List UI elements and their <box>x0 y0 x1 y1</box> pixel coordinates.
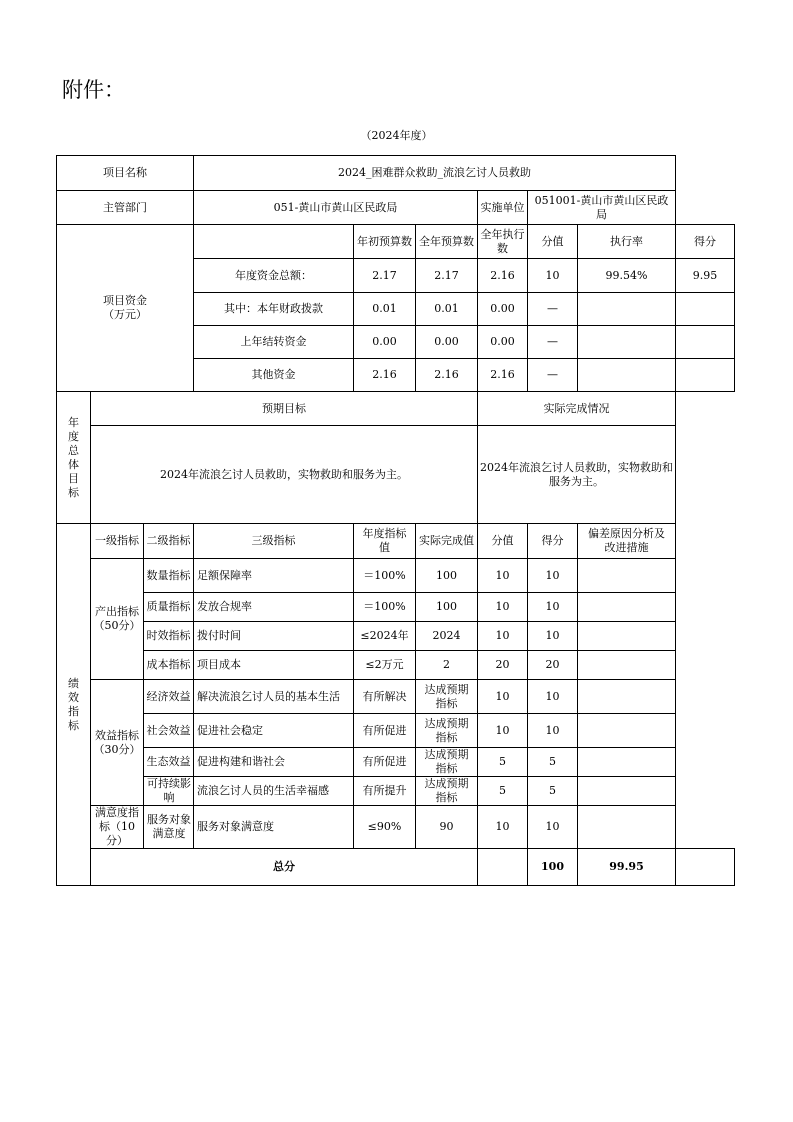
perf-l2 <box>144 806 194 849</box>
perf-target: ≤90% <box>354 806 416 849</box>
perf-header-score-value: 分值 <box>478 524 528 559</box>
total-score-value: 100 <box>528 849 578 886</box>
perf-score-value: 20 <box>478 651 528 680</box>
perf-analysis <box>578 777 676 806</box>
perf-score: 20 <box>528 651 578 680</box>
perf-header-level3: 三级指标 <box>194 524 354 559</box>
perf-l2: 成本指标 <box>144 651 194 680</box>
funds-row-score <box>676 326 735 359</box>
perf-l2: 生态效益 <box>144 748 194 777</box>
impl-label: 实施单位 <box>478 191 528 225</box>
perf-score-value: 10 <box>478 559 528 593</box>
perf-l3: 足额保障率 <box>194 559 354 593</box>
funds-header-rate: 执行率 <box>578 225 676 259</box>
perf-group-output-text: 产出指标（50分） <box>93 605 141 632</box>
perf-row <box>57 806 735 849</box>
perf-score: 5 <box>528 748 578 777</box>
perf-analysis <box>578 651 676 680</box>
dept-value: 051-黄山市黄山区民政局 <box>194 191 478 225</box>
perf-score-value: 10 <box>478 680 528 714</box>
perf-l2: 经济效益 <box>144 680 194 714</box>
funds-row-executed: 0.00 <box>478 326 528 359</box>
perf-row <box>57 622 735 651</box>
department-row <box>57 191 735 225</box>
perf-l3: 解决流浪乞讨人员的基本生活 <box>194 680 354 714</box>
perf-analysis <box>578 806 676 849</box>
perf-actual: 2024 <box>416 622 478 651</box>
funds-row-rate <box>578 359 676 392</box>
funds-header-score-value: 分值 <box>528 225 578 259</box>
perf-score: 10 <box>528 806 578 849</box>
perf-score-value: 10 <box>478 593 528 622</box>
perf-header-score: 得分 <box>528 524 578 559</box>
funds-row-score: 9.95 <box>676 259 735 293</box>
perf-header-analysis-text: 偏差原因分析及改进措施 <box>588 527 666 554</box>
perf-group-benefit-text: 效益指标（30分） <box>93 728 141 756</box>
perf-header-actual: 实际完成值 <box>416 524 478 559</box>
perf-target: ＝100% <box>354 559 416 593</box>
funds-row-label: 年度资金总额： <box>194 259 354 293</box>
total-score: 99.95 <box>578 849 676 886</box>
funds-row-label: 其他资金 <box>194 359 354 392</box>
perf-actual-text: 达成预期指标 <box>424 716 469 744</box>
funds-row-initial: 0.00 <box>354 326 416 359</box>
funds-row-label: 上年结转资金 <box>194 326 354 359</box>
funds-row-rate <box>578 326 676 359</box>
goals-actual-header: 实际完成情况 <box>478 392 676 426</box>
perf-l3: 项目成本 <box>194 651 354 680</box>
perf-header-analysis <box>578 524 676 559</box>
perf-l3: 促进社会稳定 <box>194 714 354 748</box>
perf-row <box>57 593 735 622</box>
perf-l2 <box>144 777 194 806</box>
perf-label <box>57 524 91 886</box>
goals-header-row <box>57 392 735 426</box>
perf-group-output <box>91 559 144 680</box>
perf-score: 10 <box>528 559 578 593</box>
perf-target: ≤2万元 <box>354 651 416 680</box>
perf-row <box>57 777 735 806</box>
funds-header-annual: 全年预算数 <box>416 225 478 259</box>
perf-group-benefit <box>91 680 144 806</box>
goals-actual-text: 2024年流浪乞讨人员救助，实物救助和服务为主。 <box>478 426 676 524</box>
funds-row-executed: 2.16 <box>478 359 528 392</box>
perf-l3: 流浪乞讨人员的生活幸福感 <box>194 777 354 806</box>
perf-analysis <box>578 559 676 593</box>
funds-row-label: 其中：本年财政拨款 <box>194 293 354 326</box>
perf-l2: 社会效益 <box>144 714 194 748</box>
year-label: （2024年度） <box>360 129 433 142</box>
total-row <box>57 849 735 886</box>
perf-target: 有所解决 <box>354 680 416 714</box>
perf-actual-text: 达成预期指标 <box>424 777 469 804</box>
funds-label <box>57 225 194 392</box>
project-name-label: 项目名称 <box>57 156 194 191</box>
perf-actual: 100 <box>416 559 478 593</box>
perf-analysis <box>578 748 676 777</box>
perf-header-level2: 二级指标 <box>144 524 194 559</box>
funds-row-annual: 2.17 <box>416 259 478 293</box>
funds-row-annual: 0.01 <box>416 293 478 326</box>
project-name-value: 2024_困难群众救助_流浪乞讨人员救助 <box>194 156 676 191</box>
goals-label-text: 年度总体目标 <box>68 415 79 499</box>
perf-label-text: 绩效指标 <box>68 676 79 732</box>
funds-header-initial: 年初预算数 <box>354 225 416 259</box>
performance-table <box>56 155 735 886</box>
perf-l3: 发放合规率 <box>194 593 354 622</box>
funds-row-initial: 2.17 <box>354 259 416 293</box>
perf-score: 5 <box>528 777 578 806</box>
perf-analysis <box>578 622 676 651</box>
perf-actual <box>416 714 478 748</box>
funds-row-score-value: — <box>528 359 578 392</box>
perf-score-value: 10 <box>478 806 528 849</box>
funds-row-score <box>676 293 735 326</box>
perf-actual: 90 <box>416 806 478 849</box>
perf-header-row <box>57 524 735 559</box>
attachment-label: 附件： <box>62 78 125 102</box>
perf-actual-text: 达成预期指标 <box>424 748 469 775</box>
perf-analysis <box>578 593 676 622</box>
perf-l2: 数量指标 <box>144 559 194 593</box>
perf-actual: 100 <box>416 593 478 622</box>
perf-row <box>57 559 735 593</box>
funds-row-score-value: 10 <box>528 259 578 293</box>
perf-l3: 促进构建和谐社会 <box>194 748 354 777</box>
funds-row-rate: 99.54% <box>578 259 676 293</box>
perf-score-value: 10 <box>478 622 528 651</box>
perf-actual <box>416 748 478 777</box>
funds-row-annual: 2.16 <box>416 359 478 392</box>
perf-target: 有所促进 <box>354 714 416 748</box>
perf-analysis <box>578 680 676 714</box>
perf-l2-text: 可持续影响 <box>147 777 191 804</box>
perf-l2: 质量指标 <box>144 593 194 622</box>
perf-group-satisfaction-text: 满意度指标（10分） <box>95 806 139 847</box>
perf-header-target <box>354 524 416 559</box>
funds-row-executed: 2.16 <box>478 259 528 293</box>
goals-expected-text: 2024年流浪乞讨人员救助，实物救助和服务为主。 <box>91 426 478 524</box>
funds-row-initial: 2.16 <box>354 359 416 392</box>
perf-score-value: 5 <box>478 777 528 806</box>
funds-header-score: 得分 <box>676 225 735 259</box>
funds-row-score <box>676 359 735 392</box>
perf-score: 10 <box>528 680 578 714</box>
impl-value: 051001-黄山市黄山区民政局 <box>528 191 676 225</box>
dept-label: 主管部门 <box>57 191 194 225</box>
perf-target: 有所提升 <box>354 777 416 806</box>
funds-header-executed: 全年执行数 <box>478 225 528 259</box>
perf-score-value: 5 <box>478 748 528 777</box>
funds-header-row <box>57 225 735 259</box>
perf-target: 有所促进 <box>354 748 416 777</box>
perf-row <box>57 651 735 680</box>
funds-label-text: 项目资金（万元） <box>103 294 147 321</box>
perf-actual: 2 <box>416 651 478 680</box>
perf-score-value: 10 <box>478 714 528 748</box>
perf-row <box>57 680 735 714</box>
perf-group-satisfaction <box>91 806 144 849</box>
perf-header-target-text: 年度指标值 <box>362 527 407 554</box>
funds-header-blank <box>194 225 354 259</box>
goals-content-row <box>57 426 735 524</box>
funds-row-score-value: — <box>528 293 578 326</box>
perf-l2: 时效指标 <box>144 622 194 651</box>
funds-row-initial: 0.01 <box>354 293 416 326</box>
perf-score: 10 <box>528 622 578 651</box>
funds-row-rate <box>578 293 676 326</box>
perf-header-level1: 一级指标 <box>91 524 144 559</box>
perf-actual <box>416 680 478 714</box>
perf-score: 10 <box>528 593 578 622</box>
perf-analysis <box>578 714 676 748</box>
total-blank <box>478 849 528 886</box>
perf-l2-text: 服务对象满意度 <box>147 813 191 840</box>
goals-expected-header: 预期目标 <box>91 392 478 426</box>
funds-row-executed: 0.00 <box>478 293 528 326</box>
project-name-row <box>57 156 735 191</box>
perf-target: ≤2024年 <box>354 622 416 651</box>
perf-l3: 服务对象满意度 <box>194 806 354 849</box>
perf-actual-text: 达成预期指标 <box>424 682 469 710</box>
total-analysis <box>676 849 735 886</box>
funds-row-score-value: — <box>528 326 578 359</box>
perf-row <box>57 714 735 748</box>
perf-score: 10 <box>528 714 578 748</box>
funds-row-annual: 0.00 <box>416 326 478 359</box>
total-label: 总分 <box>91 849 478 886</box>
goals-label <box>57 392 91 524</box>
perf-actual <box>416 777 478 806</box>
perf-l3: 拨付时间 <box>194 622 354 651</box>
perf-target: ＝100% <box>354 593 416 622</box>
perf-row <box>57 748 735 777</box>
